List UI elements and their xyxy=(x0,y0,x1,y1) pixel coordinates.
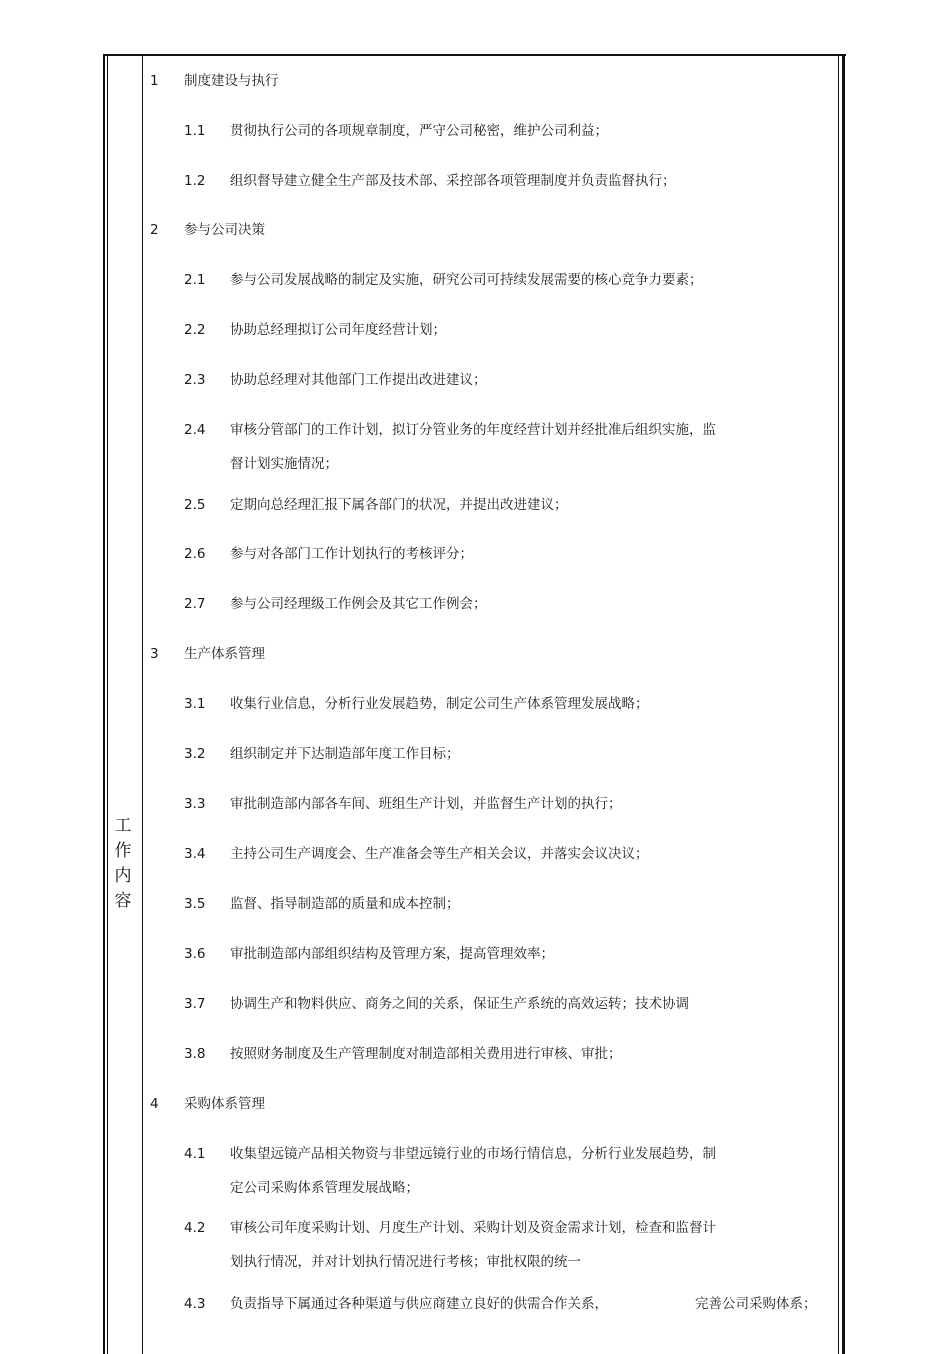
list-item-continuation: 定公司采购体系管理发展战略； xyxy=(230,1180,419,1196)
table-left-inner-border xyxy=(107,54,108,1354)
column-divider xyxy=(142,54,143,1354)
table-right-border xyxy=(842,54,845,1354)
work-content-label: 工 作 内 容 xyxy=(114,816,132,911)
list-item-continuation: 督计划实施情况； xyxy=(230,456,338,472)
table-left-border xyxy=(103,54,105,1354)
table-right-inner-border xyxy=(838,54,839,1354)
table-top-border xyxy=(103,54,846,56)
list-item-continuation: 划执行情况，并对计划执行情况进行考核；审批权限的统一 xyxy=(230,1254,581,1270)
